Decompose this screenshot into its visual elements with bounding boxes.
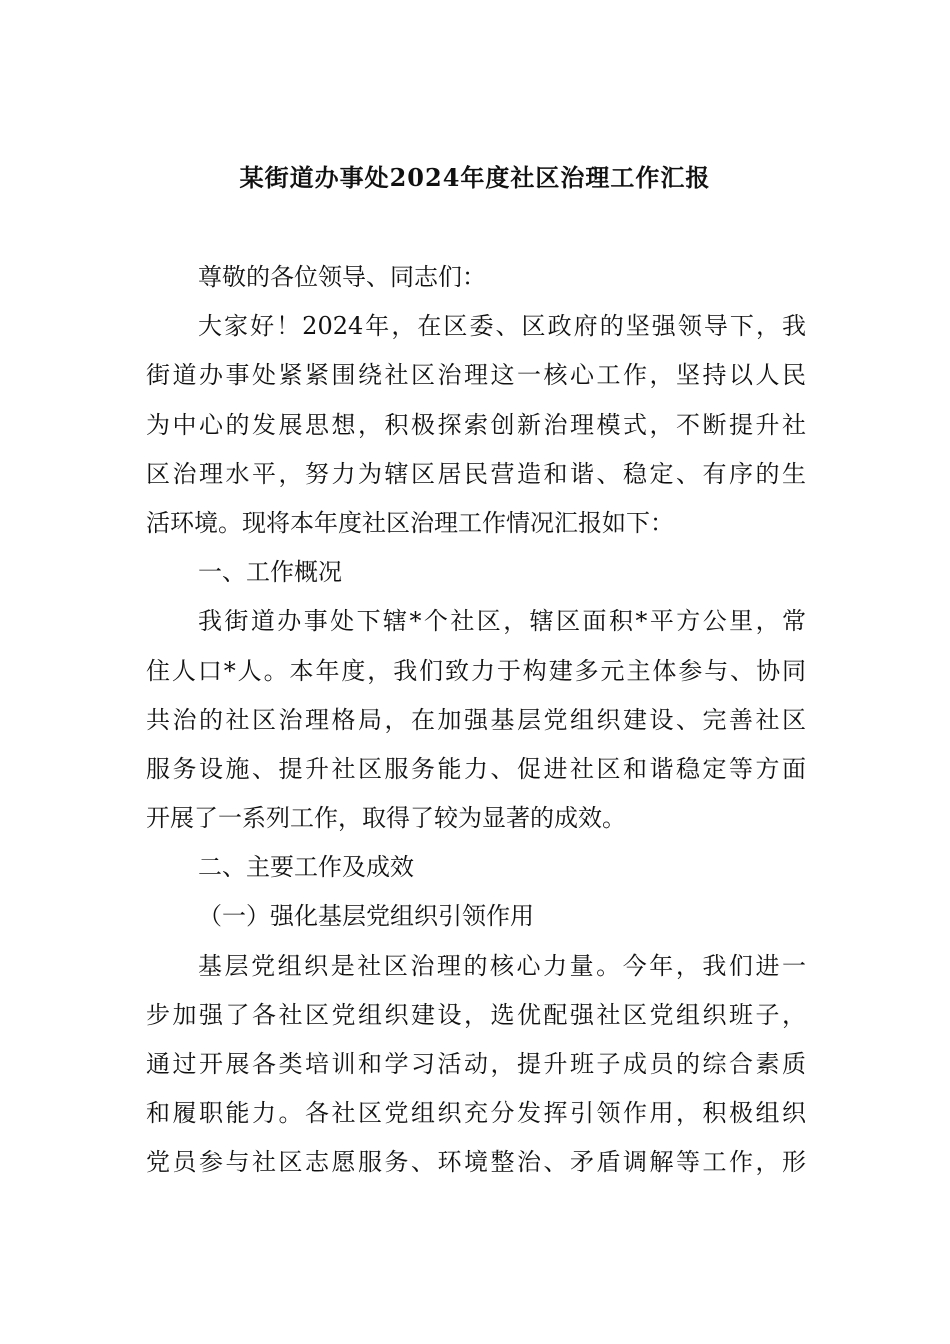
text-line: 基层党组织是社区治理的核心力量。今年，我们进一 (198, 951, 806, 980)
text-line: 大家好！2024年，在区委、区政府的坚强领导下，我 (198, 312, 806, 341)
text-line: 街道办事处紧紧围绕社区治理这一核心工作，坚持以人民 (146, 361, 806, 390)
text-line: 我街道办事处下辖*个社区，辖区面积*平方公里，常 (198, 607, 806, 636)
text-line: 和履职能力。各社区党组织充分发挥引领作用，积极组织 (146, 1099, 806, 1128)
document-body (146, 253, 806, 1188)
text-line: 步加强了各社区党组织建设，选优配强社区党组织班子， (146, 1000, 806, 1029)
text-line: 尊敬的各位领导、同志们： (198, 263, 486, 291)
text-line: 通过开展各类培训和学习活动，提升班子成员的综合素质 (146, 1050, 806, 1078)
text-line: 服务设施、提升社区服务能力、促进社区和谐稳定等方面 (146, 754, 806, 783)
text-line: 开展了一系列工作，取得了较为显著的成效。 (146, 804, 626, 833)
text-line: 活环境。现将本年度社区治理工作情况汇报如下： (146, 508, 674, 537)
text-line: 党员参与社区志愿服务、环境整治、矛盾调解等工作，形 (146, 1148, 806, 1177)
document-title: 某街道办事处2024年度社区治理工作汇报 (239, 163, 711, 192)
section-heading: 二、主要工作及成效 (198, 853, 414, 882)
text-line: 区治理水平，努力为辖区居民营造和谐、稳定、有序的生 (146, 459, 806, 488)
subsection-heading: （一）强化基层党组织引领作用 (198, 902, 534, 931)
section-heading: 一、工作概况 (198, 558, 342, 587)
text-line: 住人口*人。本年度，我们致力于构建多元主体参与、协同 (146, 656, 806, 685)
text-line: 为中心的发展思想，积极探索创新治理模式，不断提升社 (146, 410, 806, 439)
text-line: 共治的社区治理格局，在加强基层党组织建设、完善社区 (146, 705, 806, 734)
